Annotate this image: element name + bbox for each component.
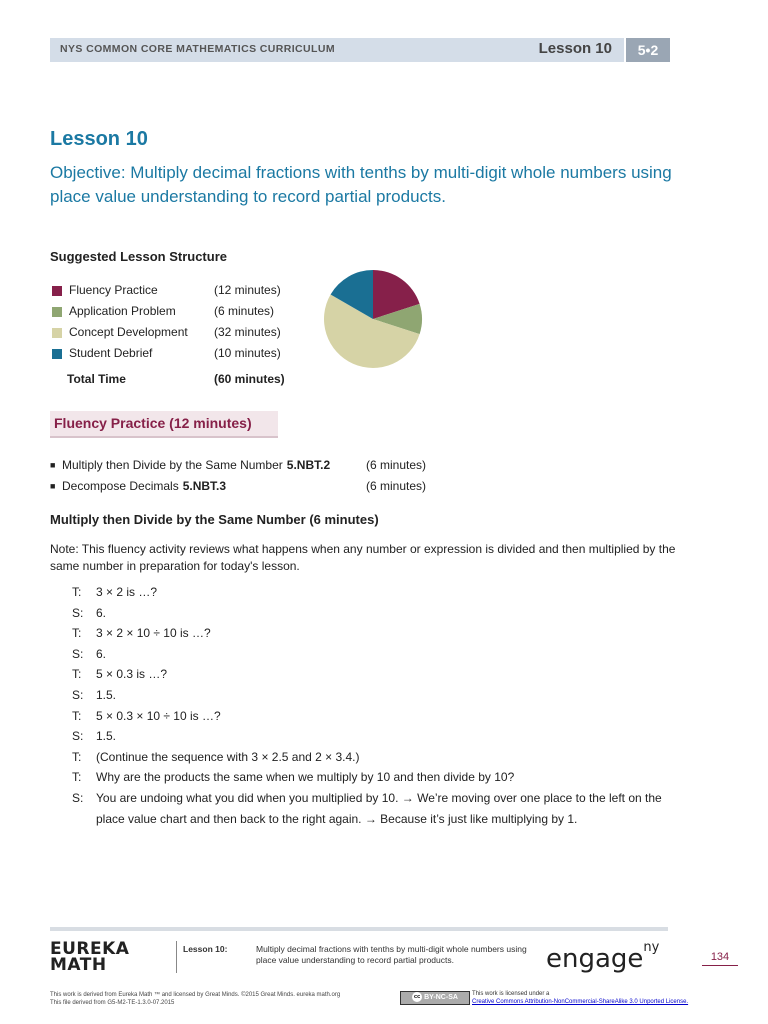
structure-item-application [50, 301, 310, 322]
creative-commons-icon: cc BY-NC-SA [400, 991, 470, 1005]
bullet-icon: ■ [50, 481, 56, 491]
dialogue-line [72, 582, 682, 603]
fluency-swatch [52, 286, 62, 296]
application-swatch [52, 307, 62, 317]
debrief-swatch [52, 349, 62, 359]
dialogue-text: 1.5. [96, 729, 117, 744]
dialogue-text: 1.5. [96, 687, 117, 702]
total-time: (60 minutes) [214, 372, 285, 386]
footer-credits: This work is derived from Eureka Math ™ and licensed by Great Minds. ©2015 Great Minds. eureka math.org This file derived from G5-M2-TE-1.3.0-07.2015 [50, 992, 341, 1006]
dialogue-line [72, 767, 682, 788]
list-item [50, 455, 470, 476]
structure-item-label: Fluency Practice [69, 283, 158, 297]
lesson-structure-list [50, 280, 310, 392]
structure-item-time: (32 minutes) [214, 325, 281, 339]
activity-standard: 5.NBT.3 [182, 479, 227, 493]
dialogue-speaker: S: [72, 729, 84, 744]
dialogue-speaker: S: [72, 646, 84, 661]
structure-total [50, 366, 310, 392]
dialogue-line [72, 623, 682, 644]
license-notice: This work is licensed under a Creative Commons Attribution-NonCommercial-ShareAlike 3.0 Unported License. [472, 990, 732, 1006]
activity-note: Note: This fluency activity reviews what happens when any number or expression is divided and then multiplied by the same number in preparation for today's lesson. [50, 542, 676, 573]
footer-rule [50, 927, 668, 931]
header-lesson-number: Lesson 10 [538, 40, 612, 57]
footer-divider [176, 941, 177, 973]
eureka-math-logo: EUREKA MATH [50, 939, 130, 975]
activity-name: Decompose Decimals [62, 479, 179, 493]
curriculum-name: NYS COMMON CORE MATHEMATICS CURRICULUM [60, 43, 335, 55]
structure-item-time: (12 minutes) [214, 283, 281, 297]
total-label: Total Time [67, 372, 126, 386]
dialogue-text: 6. [96, 646, 107, 661]
dialogue-speaker: T: [72, 770, 82, 785]
engageny-logo: engage$^{ny}$ [546, 940, 660, 974]
dialogue-line [72, 664, 682, 685]
dialogue-line [72, 706, 682, 727]
page-number: 134 [702, 951, 738, 966]
bullet-icon: ■ [50, 460, 56, 470]
dialogue-line [72, 644, 682, 665]
dialogue-text: 5 × 0.3 × 10 ÷ 10 is …? [96, 708, 221, 723]
dialogue-speaker: T: [72, 667, 82, 682]
structure-heading: Suggested Lesson Structure [50, 249, 227, 264]
teacher-student-dialogue [72, 582, 682, 829]
activity-heading: Multiply then Divide by the Same Number (6 minutes) [50, 512, 379, 527]
header-grade-module: 5•2 [624, 38, 670, 62]
dialogue-speaker: T: [72, 585, 82, 599]
activity-time: (6 minutes) [366, 458, 427, 472]
dialogue-line [72, 685, 682, 706]
dialogue-line [72, 788, 682, 829]
dialogue-speaker: T: [72, 708, 82, 723]
footer-lesson-label: Lesson 10: [183, 944, 228, 954]
dialogue-text: 3 × 2 is …? [96, 585, 158, 599]
structure-item-debrief [50, 343, 310, 364]
dialogue-text: (Continue the sequence with 3 × 2.5 and 2 × 3.4.) [96, 749, 360, 764]
dialogue-speaker: S: [72, 790, 84, 805]
activity-standard: 5.NBT.2 [286, 458, 331, 472]
dialogue-line [72, 603, 682, 624]
fluency-heading-text: Fluency Practice (12 minutes) [54, 415, 252, 431]
fluency-section-heading [50, 411, 278, 438]
dialogue-text: 3 × 2 × 10 ÷ 10 is …? [96, 626, 211, 641]
dialogue-speaker: T: [72, 626, 82, 641]
dialogue-text: You are undoing what you did when you multiplied by 10. → We’re moving over one place to the left on the place value chart and then back to the right again. → Because it’s just like multiplying by 1. [96, 790, 662, 826]
structure-item-concept [50, 322, 310, 343]
dialogue-text: Why are the products the same when we multiply by 10 and then divide by 10? [96, 770, 515, 785]
structure-item-time: (6 minutes) [214, 304, 275, 318]
dialogue-speaker: S: [72, 687, 84, 702]
dialogue-text: 5 × 0.3 is …? [96, 667, 168, 682]
structure-item-label: Concept Development [69, 325, 188, 339]
license-link[interactable]: Creative Commons Attribution-NonCommercial-ShareAlike 3.0 Unported License. [472, 999, 689, 1005]
concept-swatch [52, 328, 62, 338]
dialogue-line [72, 747, 682, 768]
structure-item-fluency [50, 280, 310, 301]
curriculum-header [50, 38, 670, 62]
lesson-title: Lesson 10 [50, 128, 148, 150]
dialogue-text: 6. [96, 605, 107, 620]
footer-objective: Multiply decimal fractions with tenths by multi-digit whole numbers using place value understanding to record partial products. [256, 944, 527, 965]
dialogue-speaker: T: [72, 749, 82, 764]
list-item [50, 476, 470, 497]
activity-name: Multiply then Divide by the Same Number [62, 458, 283, 472]
fluency-activity-list [50, 455, 470, 497]
structure-item-label: Student Debrief [69, 346, 153, 360]
lesson-objective: Objective: Multiply decimal fractions with tenths by multi-digit whole numbers using place value understanding to record partial products. [50, 163, 672, 206]
dialogue-line [72, 726, 682, 747]
structure-item-label: Application Problem [69, 304, 176, 318]
lesson-structure-pie-chart [322, 268, 424, 370]
activity-time: (6 minutes) [366, 479, 427, 493]
structure-item-time: (10 minutes) [214, 346, 281, 360]
dialogue-speaker: S: [72, 605, 84, 620]
